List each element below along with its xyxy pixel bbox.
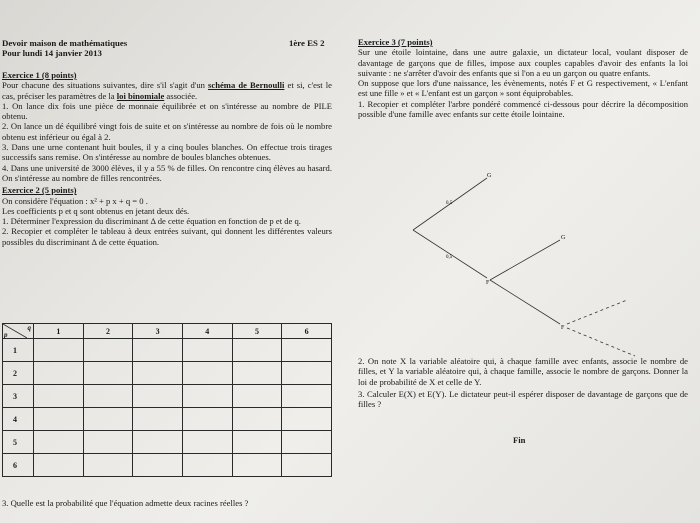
table-row: [3, 408, 332, 431]
table-row: [3, 385, 332, 408]
node-f1: F: [486, 280, 490, 286]
weight-2: 0,5: [446, 255, 453, 260]
row-header: 5: [3, 431, 34, 454]
row-header: 3: [3, 385, 34, 408]
class-label: 1ère ES 2: [289, 38, 325, 48]
col-header: 6: [282, 324, 332, 339]
discriminant-table: [2, 323, 332, 477]
document-title: [2, 38, 127, 58]
corner-p-label: p: [4, 331, 8, 339]
ex2-question-3: 3. Quelle est la probabilité que l'équation admette deux racines réelles ?: [2, 498, 249, 508]
row-header: 1: [3, 339, 34, 362]
branch-to-f2: [490, 280, 560, 324]
ex3-para-2: On suppose que lors d'une naissance, les évènements, notés F et G respectivement, « L'enfant est une fille » et « L'enfant est un garçon » sont équiprobables.: [358, 78, 688, 99]
ex3-para-3: 1. Recopier et compléter l'arbre pondéré commencé ci-dessous pour décrire la décomposition possible d'une famille avec enfants sur cette étoile lointaine.: [358, 98, 688, 120]
col-header: 2: [83, 324, 133, 339]
ex3-title: Exercice 3 (7 points): [358, 37, 433, 47]
right-column: [358, 37, 688, 119]
table-corner: [3, 324, 34, 339]
row-header: 2: [3, 362, 34, 385]
col-header: 1: [34, 324, 84, 339]
table-row: [3, 339, 332, 362]
table-row: [3, 454, 332, 477]
ex3-question-3: 3. Calculer E(X) et E(Y). Le dictateur peut-il espérer disposer de davantage de garçons que de filles ?: [358, 388, 688, 410]
ex3-para-1: Sur une étoile lointaine, dans une autre galaxie, un dictateur local, voulant disposer de davantage de garçons que de filles, impose aux couples capables d'avoir des enfants la loi suivante : ne s'arrêter d'avoir des enfants que si l'on a eu un garçon ou quatre enfants.: [358, 47, 688, 78]
ex3-question-2: 2. On note X la variable aléatoire qui, à chaque famille avec enfants, associe le nombre de filles, et Y la variable aléatoire qui, à chaque famille, associe le nombre de garçons. Donner la loi de probabilité de X et celle de Y.: [358, 356, 688, 387]
row-header: 4: [3, 408, 34, 431]
ex3-questions: [358, 356, 688, 409]
branch-to-g2: [490, 240, 560, 280]
table-header-row: [3, 324, 332, 339]
corner-q-label: q: [27, 324, 31, 332]
title-line-1: Devoir maison de mathématiques: [2, 38, 128, 48]
ex1-item-3: 3. Dans une urne contenant huit boules, il y a cinq boules blanches. On effectue trois tirages successifs sans remise. On s'intéresse au nombre de boules blanches obtenues.: [2, 142, 332, 163]
col-header: 3: [133, 324, 183, 339]
col-header: 4: [182, 324, 232, 339]
ex2-line-4: 2. Recopier et compléter le tableau à deux entrées suivant, qui donnent les différentes valeurs possibles du discriminant Δ de cette équation.: [2, 226, 332, 247]
row-header: 6: [3, 454, 34, 477]
left-column: [2, 70, 332, 247]
node-g1: G: [487, 173, 492, 179]
ex2-title: Exercice 2 (5 points): [2, 185, 77, 196]
ex1-item-1: 1. On lance dix fois une pièce de monnaie équilibrée et on s'intéresse au nombre de PILE obtenu.: [2, 100, 332, 122]
ex1-intro: Pour chacune des situations suivantes, dire s'il s'agit d'un schéma de Bernoulli et si, c'est le cas, préciser les paramètres de la loi binomiale associée.: [2, 80, 332, 101]
dashed-branch-down: [567, 328, 635, 356]
probability-tree: [395, 168, 655, 358]
node-f2: F: [561, 325, 565, 331]
table-row: [3, 431, 332, 454]
branch-to-f1: [413, 230, 487, 278]
title-line-2: Pour lundi 14 janvier 2013: [2, 48, 102, 58]
ex2-line-2: Les coefficients p et q sont obtenus en jetant deux dés.: [2, 205, 190, 216]
col-header: 5: [232, 324, 282, 339]
ex2-line-3: 1. Déterminer l'expression du discriminant Δ de cette équation en fonction de p et de q.: [2, 216, 301, 227]
ex1-item-4: 4. Dans une université de 3000 élèves, il y a 55 % de filles. On rencontre cinq élèves au hasard. On s'intéresse au nombre de filles rencontrées.: [2, 162, 332, 183]
table-row: [3, 362, 332, 385]
node-g2: G: [561, 235, 566, 241]
ex1-item-2: 2. On lance un dé équilibré vingt fois de suite et on s'intéresse au nombre de fois où le nombre obtenu est inférieur ou égal à 2.: [2, 121, 332, 142]
end-label: Fin: [513, 435, 526, 445]
dashed-branch-up: [567, 300, 627, 324]
ex2-line-1: On considère l'équation : x² + p x + q = 0 .: [2, 195, 148, 206]
ex1-title: Exercice 1 (8 points): [2, 70, 77, 80]
weight-1: 0,5: [446, 201, 453, 206]
